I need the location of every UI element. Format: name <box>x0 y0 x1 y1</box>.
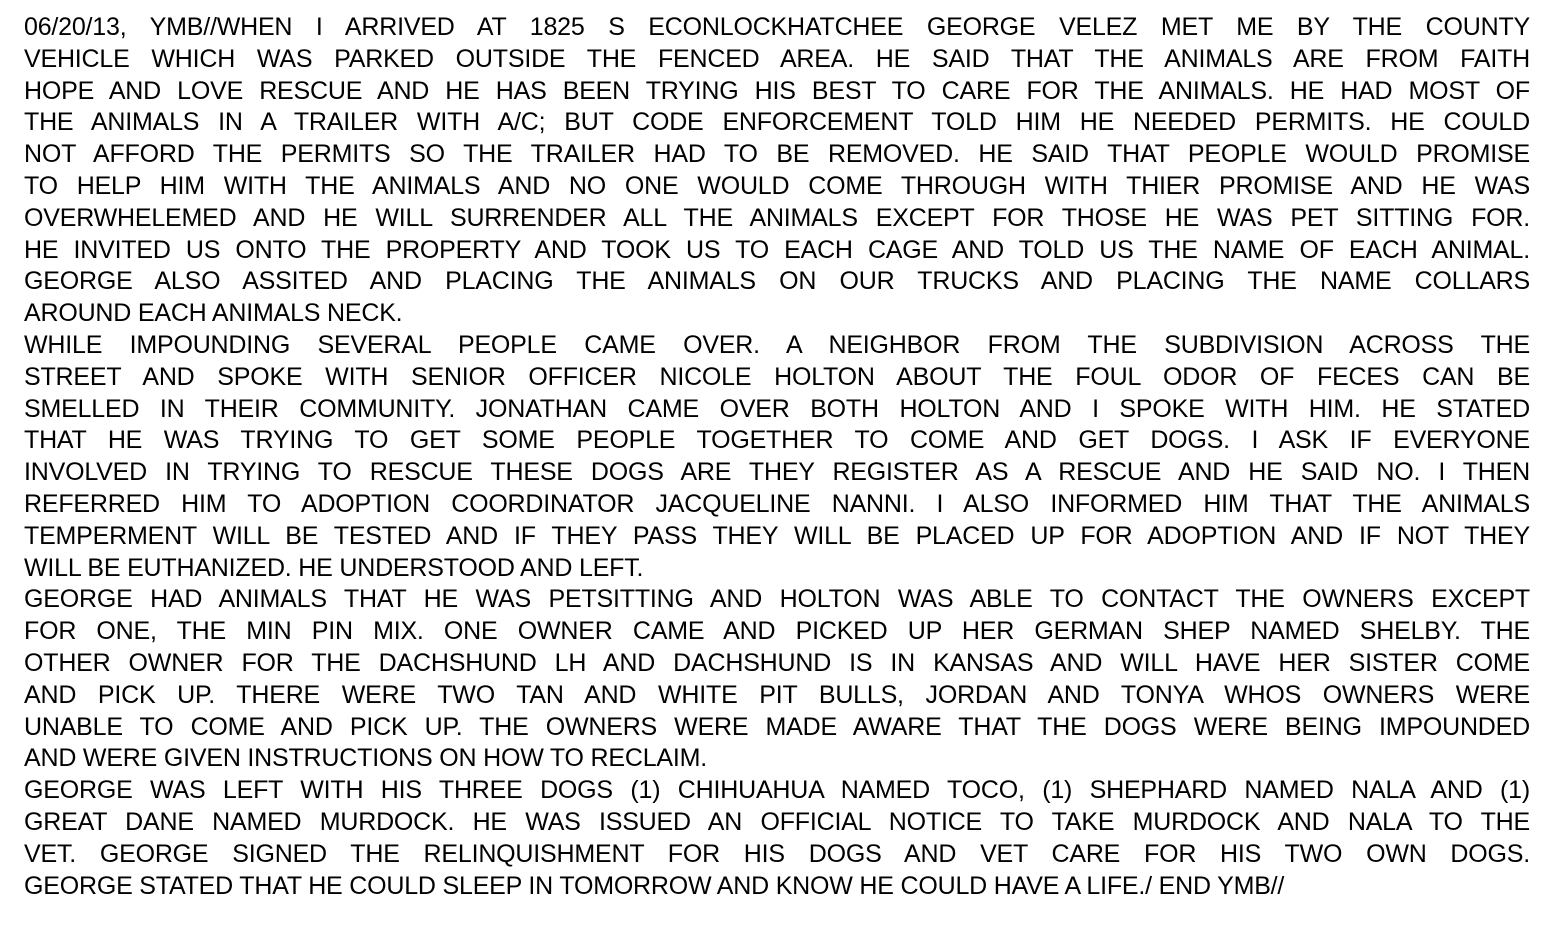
text-line-8: HE INVITED US ONTO THE PROPERTY AND TOOK US TO EACH CAGE AND TOLD US THE NAME OF EACH ANIMAL. <box>24 235 1530 264</box>
text-line-24: AND WERE GIVEN INSTRUCTIONS ON HOW TO RECLAIM. <box>24 744 707 773</box>
text-line-13: SMELLED IN THEIR COMMUNITY. JONATHAN CAME OVER BOTH HOLTON AND I SPOKE WITH HIM. HE STATED <box>24 394 1530 423</box>
text-line-12: STREET AND SPOKE WITH SENIOR OFFICER NICOLE HOLTON ABOUT THE FOUL ODOR OF FECES CAN BE <box>24 362 1530 391</box>
text-line-25: GEORGE WAS LEFT WITH HIS THREE DOGS (1) CHIHUAHUA NAMED TOCO, (1) SHEPHARD NAMED NALA AND (1) <box>24 776 1530 805</box>
text-line-5: NOT AFFORD THE PERMITS SO THE TRAILER HAD TO BE REMOVED. HE SAID THAT PEOPLE WOULD PROMISE <box>24 140 1530 169</box>
text-line-15: INVOLVED IN TRYING TO RESCUE THESE DOGS ARE THEY REGISTER AS A RESCUE AND HE SAID NO. I THEN <box>24 458 1530 487</box>
text-line-6: TO HELP HIM WITH THE ANIMALS AND NO ONE WOULD COME THROUGH WITH THIER PROMISE AND HE WAS <box>24 171 1530 200</box>
text-line-19: GEORGE HAD ANIMALS THAT HE WAS PETSITTING AND HOLTON WAS ABLE TO CONTACT THE OWNERS EXCEPT <box>24 585 1530 614</box>
text-line-9: GEORGE ALSO ASSITED AND PLACING THE ANIMALS ON OUR TRUCKS AND PLACING THE NAME COLLARS <box>24 267 1530 296</box>
text-line-7: OVERWHELEMED AND HE WILL SURRENDER ALL THE ANIMALS EXCEPT FOR THOSE HE WAS PET SITTING FOR. <box>24 203 1530 232</box>
text-line-23: UNABLE TO COME AND PICK UP. THE OWNERS WERE MADE AWARE THAT THE DOGS WERE BEING IMPOUNDED <box>24 712 1530 741</box>
text-line-10: AROUND EACH ANIMALS NECK. <box>24 299 403 328</box>
text-line-27: VET. GEORGE SIGNED THE RELINQUISHMENT FOR HIS DOGS AND VET CARE FOR HIS TWO OWN DOGS. <box>24 839 1530 868</box>
text-line-16: REFERRED HIM TO ADOPTION COORDINATOR JACQUELINE NANNI. I ALSO INFORMED HIM THAT THE ANIMALS <box>24 489 1530 518</box>
text-line-11: WHILE IMPOUNDING SEVERAL PEOPLE CAME OVER. A NEIGHBOR FROM THE SUBDIVISION ACROSS THE <box>24 330 1530 359</box>
text-line-21: OTHER OWNER FOR THE DACHSHUND LH AND DACHSHUND IS IN KANSAS AND WILL HAVE HER SISTER COME <box>24 648 1530 677</box>
text-line-1: 06/20/13, YMB//WHEN I ARRIVED AT 1825 S ECONLOCKHATCHEE GEORGE VELEZ MET ME BY THE COUNTY <box>24 13 1530 41</box>
text-line-17: TEMPERMENT WILL BE TESTED AND IF THEY PASS THEY WILL BE PLACED UP FOR ADOPTION AND IF NOT THEY <box>24 521 1530 550</box>
text-line-26: GREAT DANE NAMED MURDOCK. HE WAS ISSUED AN OFFICIAL NOTICE TO TAKE MURDOCK AND NALA TO THE <box>24 807 1530 836</box>
text-line-3: HOPE AND LOVE RESCUE AND HE HAS BEEN TRYING HIS BEST TO CARE FOR THE ANIMALS. HE HAD MOST OF <box>24 76 1530 105</box>
text-line-2: VEHICLE WHICH WAS PARKED OUTSIDE THE FENCED AREA. HE SAID THAT THE ANIMALS ARE FROM FAITH <box>24 44 1530 73</box>
text-line-18: WILL BE EUTHANIZED. HE UNDERSTOOD AND LEFT. <box>24 553 644 582</box>
text-line-20: FOR ONE, THE MIN PIN MIX. ONE OWNER CAME AND PICKED UP HER GERMAN SHEP NAMED SHELBY. THE <box>24 617 1530 646</box>
text-line-14: THAT HE WAS TRYING TO GET SOME PEOPLE TOGETHER TO COME AND GET DOGS. I ASK IF EVERYONE <box>24 426 1530 455</box>
text-line-4: THE ANIMALS IN A TRAILER WITH A/C; BUT CODE ENFORCEMENT TOLD HIM HE NEEDED PERMITS. HE COULD <box>24 108 1530 137</box>
text-line-22: AND PICK UP. THERE WERE TWO TAN AND WHITE PIT BULLS, JORDAN AND TONYA WHOS OWNERS WERE <box>24 680 1530 709</box>
text-line-28: GEORGE STATED THAT HE COULD SLEEP IN TOMORROW AND KNOW HE COULD HAVE A LIFE./ END YMB// <box>24 871 1285 900</box>
report-narrative <box>24 12 1530 902</box>
